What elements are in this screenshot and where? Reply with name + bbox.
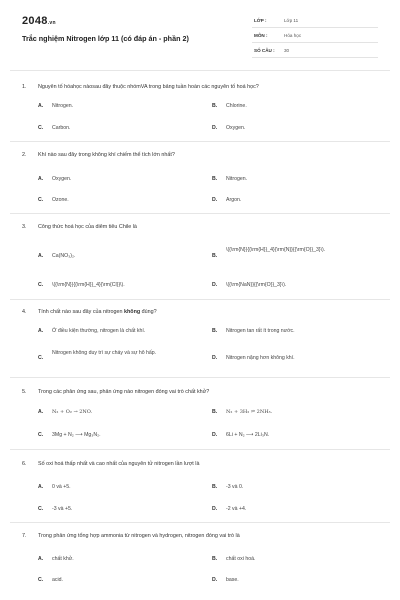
option-letter: A. (38, 484, 44, 490)
question-number: 7. (22, 533, 27, 539)
option-letter: A. (38, 103, 44, 109)
option-letter: D. (212, 197, 218, 203)
question-text-end: đúng? (140, 309, 157, 315)
question-number: 6. (22, 461, 27, 467)
option-text: Nitrogen không duy trì sự cháy và sự hô hấp. (52, 350, 157, 356)
option-letter: B. (212, 103, 218, 109)
question-title (22, 84, 259, 90)
question-title (22, 389, 209, 395)
question-text: Nguyên tố hóahọc nàosau đây thuộc nhómVA trong bảng tuần hoàn các nguyên tố hoá học? (38, 84, 259, 90)
option-text: Nitrogen. (226, 176, 248, 182)
option-letter: A. (38, 253, 44, 259)
option-text: Argon. (226, 197, 242, 203)
option-letter: D. (212, 355, 218, 361)
option-formula: 3Mg + N₂ ⟶ Mg₃N₂. (52, 432, 101, 438)
option-text: \({\rm{NaN}}{{\rm{O}}_3}\). (226, 282, 287, 288)
option-letter: B. (212, 176, 218, 182)
option-text: base. (226, 577, 239, 583)
option-letter: C. (38, 197, 44, 203)
option-text: Nitrogen nặng hơn không khí. (226, 355, 295, 361)
option-letter: D. (212, 506, 218, 512)
option-letter: A. (38, 176, 44, 182)
question-text: Công thức hoá học của diêm tiêu Chile là (38, 224, 137, 230)
option-letter: B. (212, 328, 218, 334)
option-letter: D. (212, 282, 218, 288)
option-text: Oxygen. (226, 125, 246, 131)
meta-subject (252, 29, 378, 43)
option-letter: A. (38, 556, 44, 562)
option-letter: D. (212, 432, 218, 438)
meta-subject-label: MÔN : (254, 33, 268, 38)
meta-class (252, 14, 378, 28)
meta-count (252, 44, 378, 58)
question-emphasis: không (124, 309, 141, 315)
question-title (22, 224, 137, 230)
question-number: 1. (22, 84, 27, 90)
question-number: 2. (22, 152, 27, 158)
option-letter: C. (38, 432, 44, 438)
meta-class-value: Lớp 11 (284, 18, 299, 23)
question-text: Tính chất nào sau đây của nitrogen (38, 309, 125, 315)
option-letter: B. (212, 484, 218, 490)
option-letter: B. (212, 253, 218, 259)
question-text: Số oxi hoá thấp nhất và cao nhất của nguyên tử nitrogen lần lượt là (38, 461, 200, 467)
question-number: 3. (22, 224, 27, 230)
page-header (0, 0, 400, 66)
question-text: Trong phản ứng tổng hợp ammonia từ nitrogen và hydrogen, nitrogen đóng vai trò là (38, 533, 240, 539)
meta-count-value: 30 (284, 48, 290, 53)
option-text: -3 và 0. (226, 484, 244, 490)
divider (10, 299, 390, 300)
question-title (22, 461, 200, 467)
question-number: 4. (22, 309, 27, 315)
divider (10, 70, 390, 71)
option-letter: C. (38, 125, 44, 131)
page-title: Trắc nghiệm Nitrogen lớp 11 (có đáp án - phần 2) (22, 34, 189, 43)
option-letter: B. (212, 409, 218, 415)
divider (10, 213, 390, 214)
option-formula: N₂ + O₂ → 2NO. (52, 409, 93, 415)
divider (10, 522, 390, 523)
option-text: Nitrogen. (52, 103, 74, 109)
divider (10, 449, 390, 450)
option-text: Chlorine. (226, 103, 247, 109)
question-title (22, 152, 175, 158)
option-text: Carbon. (52, 125, 71, 131)
question-text: Khí nào sau đây trong không khí chiếm thể tích lớn nhất? (38, 152, 175, 158)
option-text: 0 và +5. (52, 484, 71, 490)
option-text: Ozone. (52, 197, 69, 203)
divider (10, 377, 390, 378)
option-letter: A. (38, 409, 44, 415)
question-title (22, 309, 157, 315)
question-text: Trong các phản ứng sau, phản ứng nào nitrogen đóng vai trò chất khử? (38, 389, 210, 395)
option-letter: C. (38, 355, 44, 361)
option-text: chất oxi hoá. (226, 556, 256, 562)
meta-class-label: LỚP : (254, 18, 267, 23)
question-title (22, 533, 240, 539)
site-logo[interactable]: 2048.vn (22, 15, 56, 27)
option-text: Ở điều kiện thường, nitrogen là chất khí. (52, 328, 146, 334)
meta-subject-value: Hóa học (284, 33, 302, 38)
option-formula: N₂ + 3H₂ ⇌ 2NH₃. (226, 409, 273, 415)
option-text: chất khử. (52, 556, 74, 562)
option-text: Oxygen. (52, 176, 72, 182)
option-letter: D. (212, 577, 218, 583)
option-letter: C. (38, 577, 44, 583)
option-text: -2 và +4. (226, 506, 247, 512)
option-letter: C. (38, 506, 44, 512)
option-letter: A. (38, 328, 44, 334)
option-formula: 6Li + N₂ ⟶ 2Li₃N. (226, 432, 270, 438)
option-text: acid. (52, 577, 63, 583)
option-text: \({\rm{N}}{{\rm{H}}_4}{\rm{Cl}}\). (52, 282, 125, 288)
option-text: Nitrogen tan rất ít trong nước. (226, 328, 295, 334)
meta-count-label: SỐ CÂU : (254, 48, 275, 53)
option-text: \({\rm{N}}{{\rm{H}}_4}{\rm{N}}{{\rm{O}}_3}\). (226, 247, 326, 253)
option-letter: B. (212, 556, 218, 562)
option-text: Ca(NO₃)₂. (52, 253, 76, 259)
question-number: 5. (22, 389, 27, 395)
divider (10, 141, 390, 142)
option-text: -3 và +5. (52, 506, 73, 512)
option-letter: D. (212, 125, 218, 131)
option-letter: C. (38, 282, 44, 288)
